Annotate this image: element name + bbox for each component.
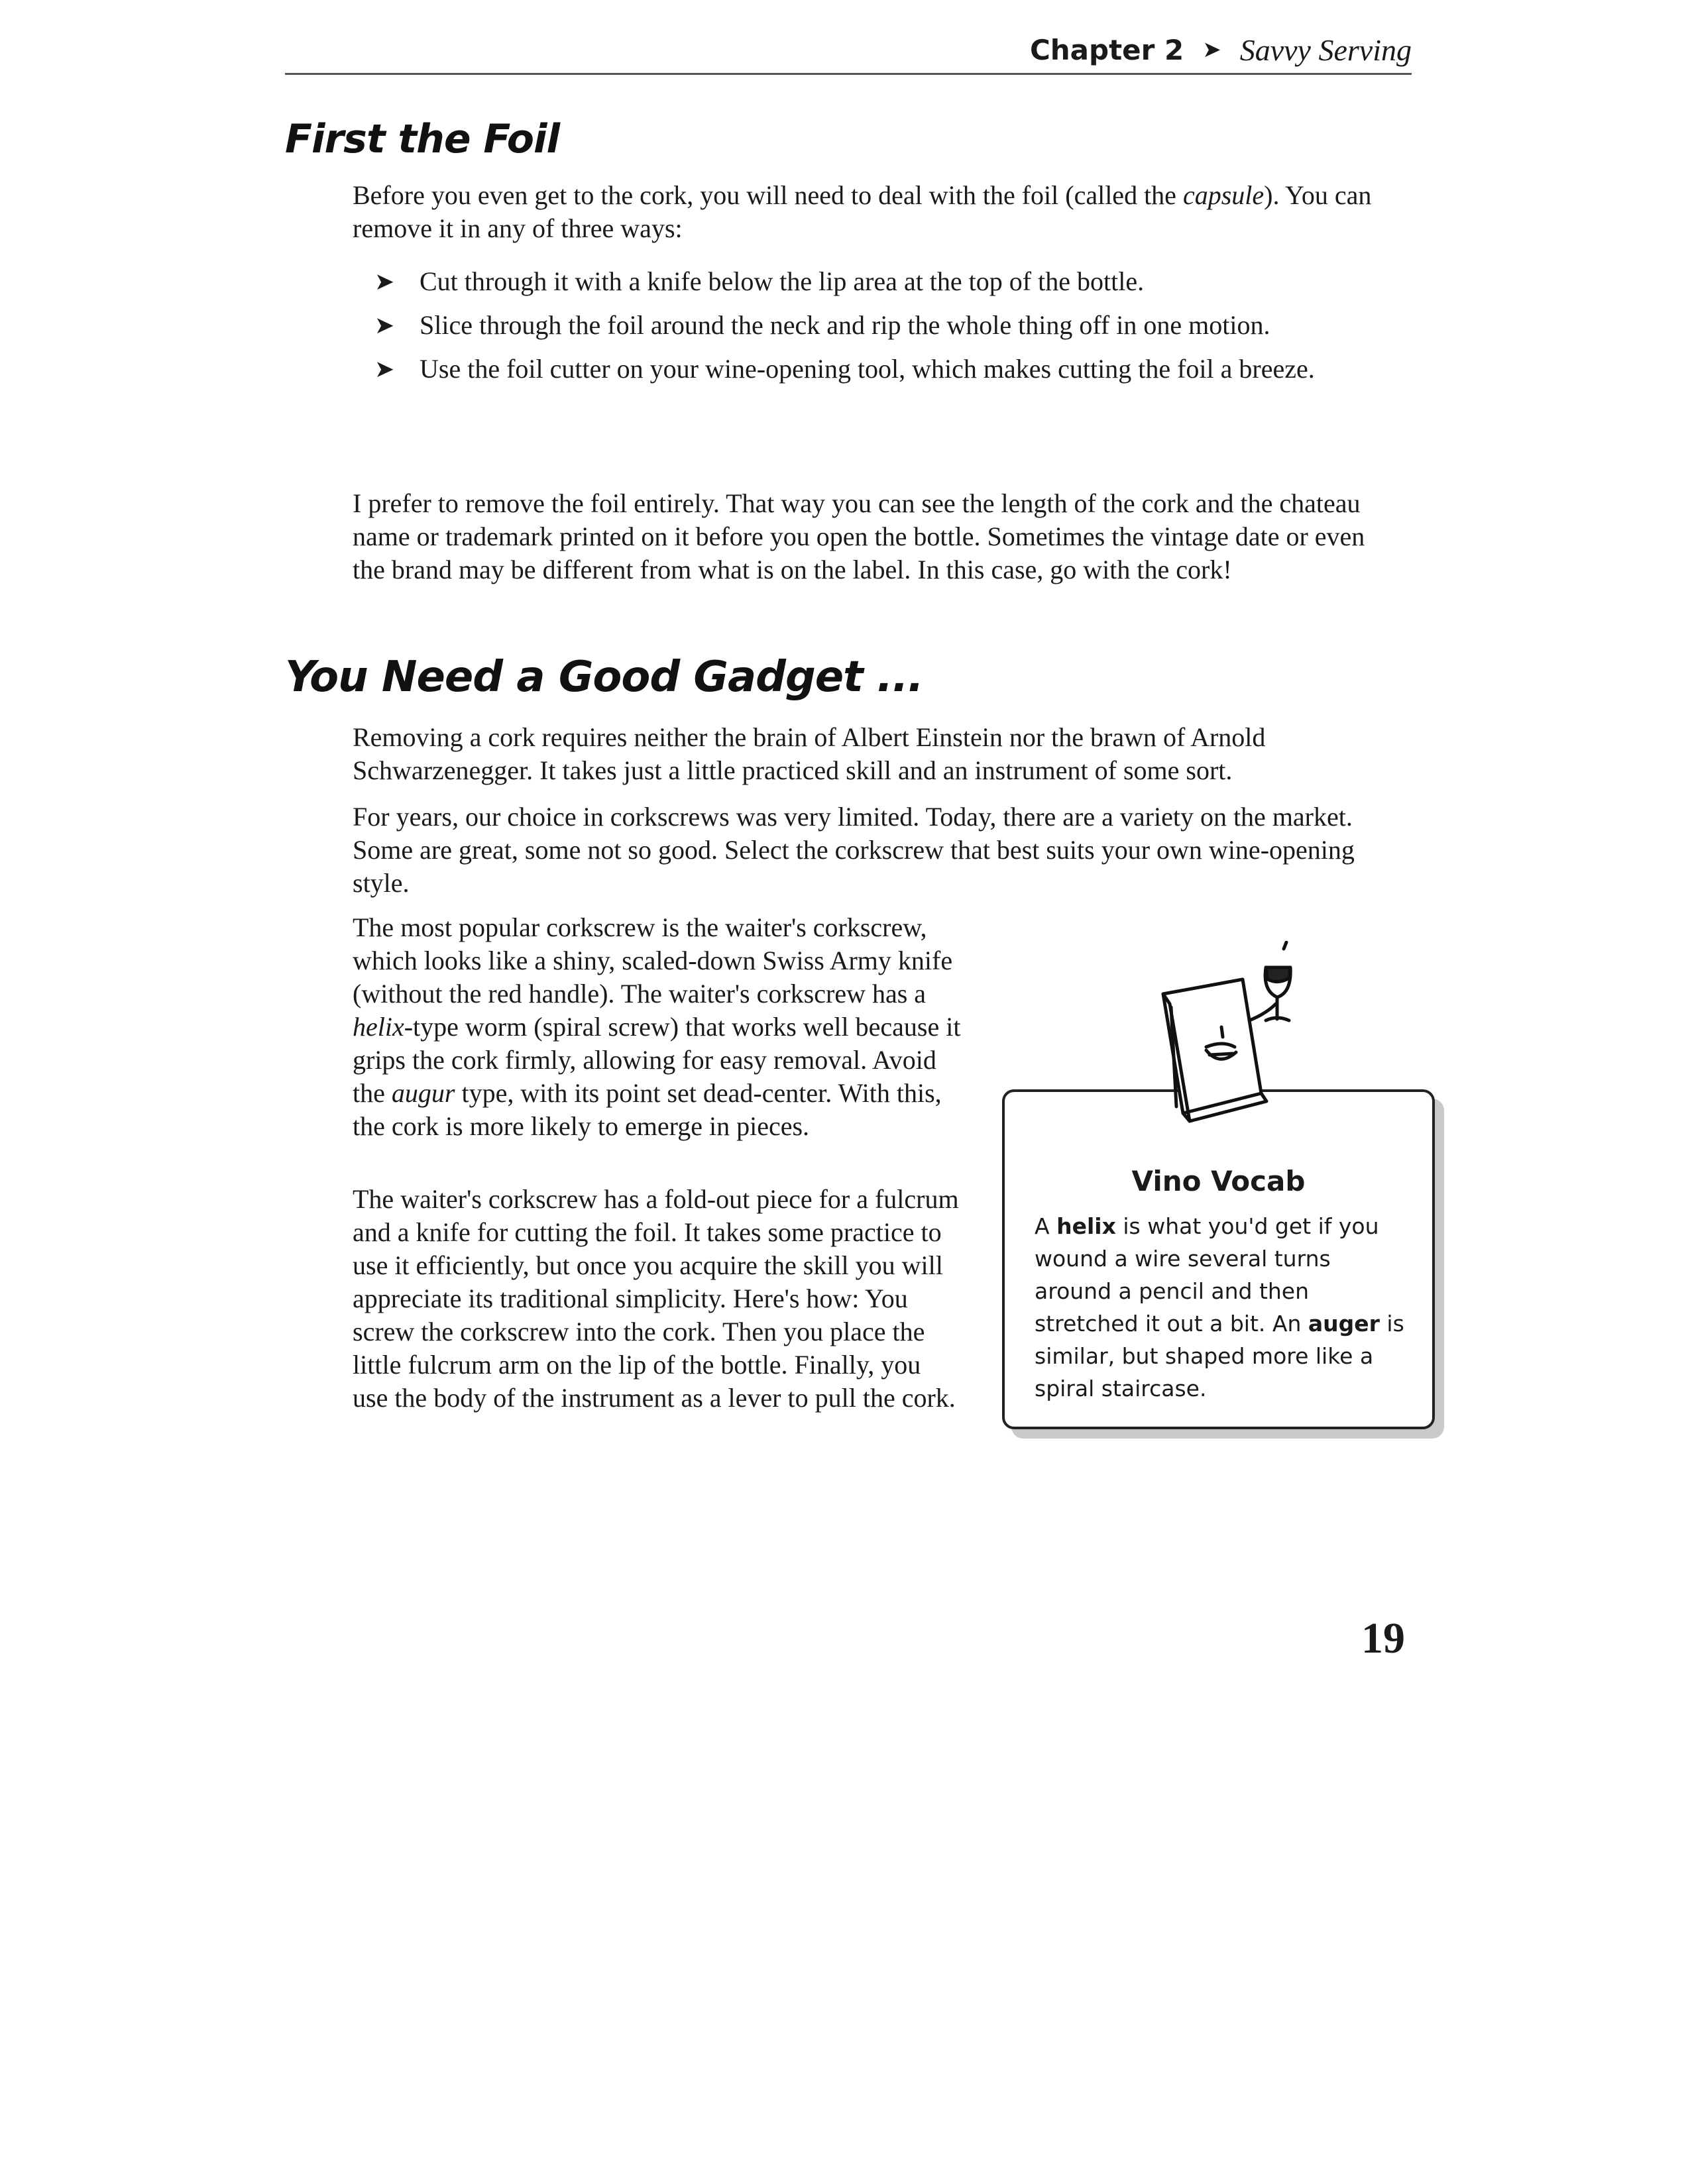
- book-with-wine-glass-icon: [1150, 941, 1309, 1153]
- list-item: ➤ Slice through the foil around the neck and rip the whole thing off in one motion.: [374, 309, 1395, 342]
- chapter-label: Chapter 2: [1029, 33, 1184, 66]
- arrow-bullet-icon: ➤: [374, 268, 395, 295]
- list-item: ➤ Use the foil cutter on your wine-opening tool, which makes cutting the foil a breeze.: [374, 353, 1395, 386]
- foil-removal-list: [374, 265, 1395, 396]
- section-heading-gadget: You Need a Good Gadget ...: [285, 653, 923, 702]
- term-helix: helix: [353, 1012, 404, 1042]
- gadget-paragraph-2: For years, our choice in corkscrews was very limited. Today, there are a variety on the market. Some are great, some not so good. Select the corkscrew that best suits your own wine-opening style.: [353, 802, 1355, 898]
- list-item: ➤ Cut through it with a knife below the lip area at the top of the bottle.: [374, 265, 1395, 298]
- foil-intro-paragraph: Before you even get to the cork, you will need to deal with the foil (called the capsule). You can remove it in any of three ways:: [353, 180, 1372, 243]
- sidebar-definition: A helix is what you'd get if you wound a wire several turns around a pencil and then stretched it out a bit. An auger is similar, but shaped more like a spiral staircase.: [1035, 1213, 1404, 1401]
- running-head: [285, 27, 1412, 75]
- term-augur: augur: [391, 1078, 455, 1108]
- gadget-paragraph-1: Removing a cork requires neither the brain of Albert Einstein nor the brawn of Arnold Schwarzenegger. It takes just a little practiced skill and an instrument of some sort.: [353, 722, 1266, 785]
- section-label: Savvy Serving: [1239, 32, 1412, 67]
- gadget-paragraph-4: The waiter's corkscrew has a fold-out piece for a fulcrum and a knife for cutting the foil. It takes some practice to use it efficiently, but once you acquire the skill you will appreciate its traditional simplicity. Here's how: You screw the corkscrew into the cork. Then you place the little fulcrum arm on the lip of the bottle. Finally, you use the body of the instrument as a lever to pull the cork.: [353, 1184, 959, 1413]
- foil-closing-paragraph: I prefer to remove the foil entirely. That way you can see the length of the cork and the chateau name or trademark printed on it before you open the bottle. Sometimes the vintage date or even the brand may be different from what is on the label. In this case, go with the cork!: [353, 488, 1365, 584]
- sidebar-title: Vino Vocab: [1131, 1165, 1306, 1197]
- section-heading-foil: First the Foil: [285, 116, 560, 162]
- term-capsule: capsule: [1182, 180, 1265, 210]
- arrow-bullet-icon: ➤: [374, 356, 395, 382]
- chevron-right-icon: ➤: [1202, 36, 1221, 63]
- gadget-paragraph-3: The most popular corkscrew is the waiter's corkscrew, which looks like a shiny, scaled-down Swiss Army knife (without the red handle). The waiter's corkscrew has a helix-type worm (spiral screw) that works well because it grips the cork firmly, allowing for easy removal. Avoid the augur type, with its point set dead-center. With this, the cork is more likely to emerge in pieces.: [353, 912, 961, 1141]
- arrow-bullet-icon: ➤: [374, 312, 395, 339]
- page-number: 19: [1361, 1614, 1405, 1663]
